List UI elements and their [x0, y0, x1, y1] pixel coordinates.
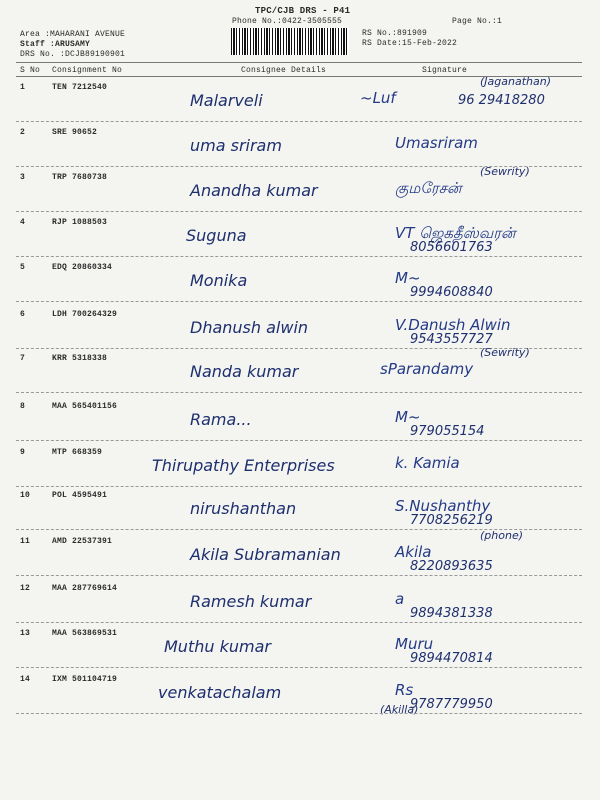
row-divider — [16, 622, 582, 623]
row-phone-note: 9894381338 — [410, 606, 493, 621]
row-consignment-no: SRE 90652 — [52, 128, 98, 137]
row-annotation: (Sewrity) — [480, 346, 530, 359]
row-phone-note: 9787779950 — [410, 697, 493, 712]
row-consignee-name: Malarveli — [190, 91, 263, 110]
row-signature: Akila — [395, 543, 432, 561]
page-number: Page No.:1 — [452, 17, 503, 26]
row-consignee-name: Suguna — [186, 226, 247, 245]
barcode-image — [231, 28, 349, 55]
row-sno: 14 — [20, 675, 31, 684]
row-annotation: (phone) — [480, 529, 524, 542]
row-consignee-name: Dhanush alwin — [190, 318, 309, 337]
row-phone-note: 979055154 — [410, 424, 485, 439]
row-phone-note: 9994608840 — [410, 285, 493, 300]
row-consignment-no: MAA 287769614 — [52, 584, 118, 593]
row-sno: 2 — [20, 128, 26, 137]
row-sno: 12 — [20, 584, 31, 593]
row-divider — [16, 121, 582, 122]
row-consignment-no: POL 4595491 — [52, 491, 108, 500]
row-consignment-no: MTP 668359 — [52, 448, 103, 457]
row-phone-note: 96 29418280 — [458, 93, 545, 108]
row-sno: 11 — [20, 537, 31, 546]
row-signature: M~ — [395, 408, 421, 426]
row-annotation: (Jaganathan) — [480, 75, 552, 88]
row-sno: 1 — [20, 83, 26, 92]
row-sno: 3 — [20, 173, 26, 182]
row-signature: a — [395, 590, 405, 608]
row-consignee-name: Rama... — [190, 410, 252, 429]
row-signature: VT ஜெகதீஸ்வரன் — [395, 224, 516, 242]
row-consignment-no: TRP 7680738 — [52, 173, 108, 182]
row-consignment-no: RJP 1088503 — [52, 218, 108, 227]
col-signature: Signature — [422, 66, 468, 75]
row-sno: 5 — [20, 263, 26, 272]
row-consignee-name: Ramesh kumar — [190, 592, 312, 611]
row-sno: 8 — [20, 402, 26, 411]
row-signature: குமரேசன் — [395, 179, 462, 197]
row-phone-note: 9894470814 — [410, 651, 493, 666]
row-consignment-no: MAA 565401156 — [52, 402, 118, 411]
row-divider — [16, 486, 582, 487]
row-sno: 9 — [20, 448, 26, 457]
row-phone-note: 7708256219 — [410, 513, 493, 528]
row-consignee-name: Anandha kumar — [190, 181, 318, 200]
row-signature: S.Nushanthy — [395, 497, 491, 515]
col-consignee: Consignee Details — [241, 66, 327, 75]
drs-number: DRS No. :DCJB89190901 — [20, 50, 126, 59]
row-annotation: (Akilla) — [380, 703, 419, 716]
header-rule — [16, 62, 582, 63]
row-divider — [16, 575, 582, 576]
rs-date: RS Date:15-Feb-2022 — [362, 39, 458, 48]
row-signature: sParandamy — [380, 360, 474, 378]
row-signature: Umasriram — [395, 134, 478, 152]
row-divider — [16, 392, 582, 393]
row-signature: Muru — [395, 635, 434, 653]
row-divider — [16, 440, 582, 441]
area-label: Area :MAHARANI AVENUE — [20, 30, 126, 39]
row-consignee-name: nirushanthan — [190, 499, 297, 518]
row-consignee-name: uma sriram — [190, 136, 282, 155]
row-signature: Rs — [395, 681, 414, 699]
col-consignment: Consignment No — [52, 66, 123, 75]
row-consignment-no: KRR 5318338 — [52, 354, 108, 363]
row-divider — [16, 211, 582, 212]
row-sno: 10 — [20, 491, 31, 500]
row-signature: M~ — [395, 269, 421, 287]
row-consignee-name: venkatachalam — [158, 683, 282, 702]
row-consignee-name: Akila Subramanian — [190, 545, 341, 564]
row-divider — [16, 713, 582, 714]
row-consignee-name: Nanda kumar — [190, 362, 299, 381]
row-consignment-no: EDQ 20860334 — [52, 263, 113, 272]
row-signature: V.Danush Alwin — [395, 316, 511, 334]
row-signature: k. Kamia — [395, 454, 460, 472]
row-sno: 7 — [20, 354, 26, 363]
row-phone-note: 8056601763 — [410, 240, 493, 255]
row-consignment-no: TEN 7212540 — [52, 83, 108, 92]
staff-label: Staff :ARUSAMY — [20, 40, 91, 49]
row-divider — [16, 256, 582, 257]
row-consignment-no: AMD 22537391 — [52, 537, 113, 546]
row-consignment-no: IXM 501104719 — [52, 675, 118, 684]
row-consignee-name: Thirupathy Enterprises — [152, 456, 335, 475]
row-consignee-name: Muthu kumar — [164, 637, 271, 656]
row-sno: 4 — [20, 218, 26, 227]
row-divider — [16, 667, 582, 668]
row-divider — [16, 301, 582, 302]
row-annotation: (Sewrity) — [480, 165, 530, 178]
phone-number: Phone No.:0422-3505555 — [232, 17, 343, 26]
col-sno: S No — [20, 66, 41, 75]
row-consignee-name: Monika — [190, 271, 248, 290]
row-sno: 13 — [20, 629, 31, 638]
row-phone-note: 8220893635 — [410, 559, 493, 574]
drs-title: TPC/CJB DRS - P41 — [255, 6, 351, 16]
row-signature: ~Luf — [360, 89, 396, 107]
row-consignment-no: LDH 700264329 — [52, 310, 118, 319]
row-sno: 6 — [20, 310, 26, 319]
rs-number: RS No.:891909 — [362, 29, 428, 38]
row-consignment-no: MAA 563869531 — [52, 629, 118, 638]
row-phone-note: 9543557727 — [410, 332, 493, 347]
